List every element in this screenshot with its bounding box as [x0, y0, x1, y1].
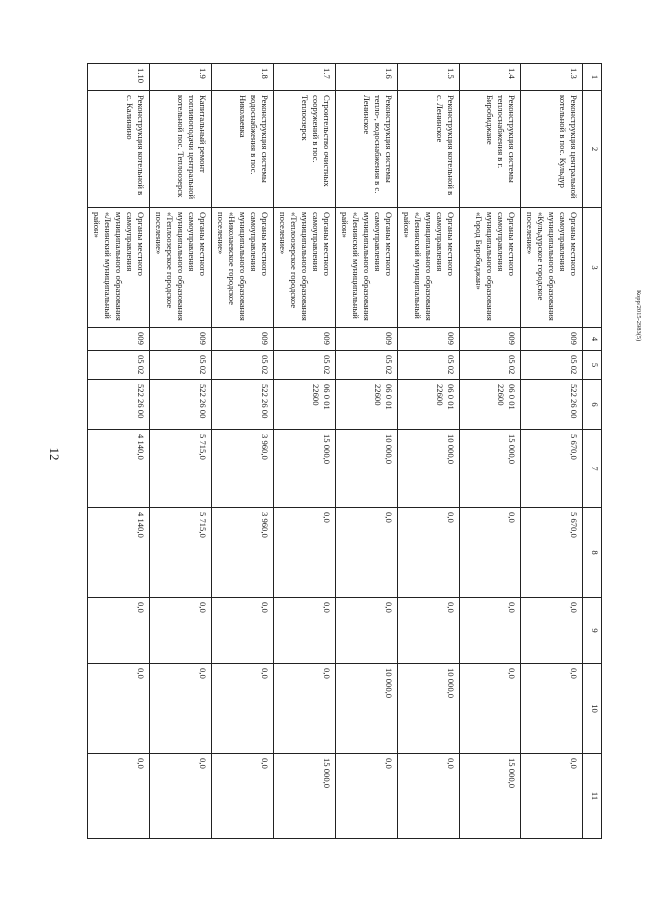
total-amount: 10 000,0: [336, 430, 398, 508]
page-number: 12: [47, 447, 62, 461]
amount-col-9: 0,0: [274, 598, 336, 664]
total-amount: 5 670,0: [521, 430, 583, 508]
measure-name: Реконструкция центральной котельной в пос. Кульдур: [521, 91, 583, 208]
row-number: 1.9: [150, 64, 212, 91]
amount-col-9: 0,0: [398, 598, 460, 664]
program-table-container: [77, 63, 602, 838]
section-code: 05 02: [88, 351, 150, 380]
amount-col-10: 0,0: [521, 664, 583, 754]
responsible-body: Органы местного самоуправления муниципального образования «Кульдурское городское поселение»: [521, 208, 583, 328]
amount-col-10: 0,0: [274, 664, 336, 754]
amount-col-9: 0,0: [460, 598, 521, 664]
responsible-body: Органы местного самоуправления муниципального образования «Ленинский муниципальный район»: [336, 208, 398, 328]
target-article: 522 26 00: [212, 380, 274, 430]
col-header-5: 5: [583, 351, 602, 380]
table-row: [398, 64, 460, 839]
section-code: 05 02: [398, 351, 460, 380]
amount-col-8: 0,0: [274, 508, 336, 598]
ministry-code: 009: [88, 328, 150, 351]
section-code: 05 02: [150, 351, 212, 380]
amount-col-11: 0,0: [88, 754, 150, 839]
col-header-9: 9: [583, 598, 602, 664]
ministry-code: 009: [212, 328, 274, 351]
amount-col-11: 0,0: [336, 754, 398, 839]
target-article: 06 0 01 22600: [398, 380, 460, 430]
total-amount: 10 000,0: [398, 430, 460, 508]
amount-col-9: 0,0: [88, 598, 150, 664]
amount-col-11: 15 000,0: [460, 754, 521, 839]
col-header-6: 6: [583, 380, 602, 430]
amount-col-9: 0,0: [336, 598, 398, 664]
responsible-body: Органы местного самоуправления муниципального образования «Ленинский муниципальный район»: [88, 208, 150, 328]
measure-name: Реконструкция котельной в с. Ленинское: [398, 91, 460, 208]
total-amount: 4 140,0: [88, 430, 150, 508]
program-table: [87, 63, 602, 839]
target-article: 06 0 01 22600: [274, 380, 336, 430]
col-header-8: 8: [583, 508, 602, 598]
amount-col-9: 0,0: [521, 598, 583, 664]
measure-name: Строительство очистных сооружений в пос. Теплоозерск: [274, 91, 336, 208]
ministry-code: 009: [398, 328, 460, 351]
col-header-1: 1: [583, 64, 602, 91]
table-row: [274, 64, 336, 839]
row-number: 1.10: [88, 64, 150, 91]
amount-col-10: 0,0: [88, 664, 150, 754]
amount-col-10: 0,0: [212, 664, 274, 754]
row-number: 1.4: [460, 64, 521, 91]
table-row: [460, 64, 521, 839]
col-header-10: 10: [583, 664, 602, 754]
document-code: Корр/2015-2983(5): [635, 290, 642, 342]
table-row: [150, 64, 212, 839]
ministry-code: 009: [274, 328, 336, 351]
amount-col-11: 0,0: [212, 754, 274, 839]
measure-name: Реконструкция системы теплоснабжения в г. Биробиджане: [460, 91, 521, 208]
amount-col-8: 0,0: [398, 508, 460, 598]
section-code: 05 02: [336, 351, 398, 380]
target-article: 06 0 01 22600: [460, 380, 521, 430]
amount-col-11: 0,0: [150, 754, 212, 839]
responsible-body: Органы местного самоуправления муниципального образования «Город Биробиджан»: [460, 208, 521, 328]
target-article: 522 26 00: [150, 380, 212, 430]
total-amount: 15 000,0: [274, 430, 336, 508]
amount-col-10: 0,0: [150, 664, 212, 754]
col-header-7: 7: [583, 430, 602, 508]
ministry-code: 009: [460, 328, 521, 351]
amount-col-8: 4 140,0: [88, 508, 150, 598]
ministry-code: 009: [150, 328, 212, 351]
col-header-2: 2: [583, 91, 602, 208]
amount-col-8: 5 670,0: [521, 508, 583, 598]
amount-col-9: 0,0: [212, 598, 274, 664]
section-code: 05 02: [460, 351, 521, 380]
amount-col-11: 0,0: [521, 754, 583, 839]
table-row: [212, 64, 274, 839]
amount-col-9: 0,0: [150, 598, 212, 664]
total-amount: 3 960,0: [212, 430, 274, 508]
col-header-3: 3: [583, 208, 602, 328]
responsible-body: Органы местного самоуправления муниципального образования «Николаевское городское поселение»: [212, 208, 274, 328]
amount-col-11: 15 000,0: [274, 754, 336, 839]
section-code: 05 02: [521, 351, 583, 380]
ministry-code: 009: [336, 328, 398, 351]
col-header-11: 11: [583, 754, 602, 839]
table-row: [521, 64, 583, 839]
row-number: 1.6: [336, 64, 398, 91]
section-code: 05 02: [212, 351, 274, 380]
row-number: 1.8: [212, 64, 274, 91]
total-amount: 5 715,0: [150, 430, 212, 508]
target-article: 06 0 01 22600: [336, 380, 398, 430]
amount-col-8: 5 715,0: [150, 508, 212, 598]
responsible-body: Органы местного самоуправления муниципального образования «Ленинский муниципальный район»: [398, 208, 460, 328]
col-header-4: 4: [583, 328, 602, 351]
column-number-row: [583, 64, 602, 839]
table-row: [88, 64, 150, 839]
row-number: 1.7: [274, 64, 336, 91]
responsible-body: Органы местного самоуправления муниципального образования «Теплоозерское городское поселение»: [150, 208, 212, 328]
section-code: 05 02: [274, 351, 336, 380]
measure-name: Реконструкция системы тепло-, водоснабжения в с. Ленинское: [336, 91, 398, 208]
responsible-body: Органы местного самоуправления муниципального образования «Теплоозерское городское поселение»: [274, 208, 336, 328]
amount-col-11: 0,0: [398, 754, 460, 839]
measure-name: Реконструкция системы водоснабжения в пос. Николаевка: [212, 91, 274, 208]
ministry-code: 009: [521, 328, 583, 351]
amount-col-8: 3 960,0: [212, 508, 274, 598]
amount-col-10: 10 000,0: [336, 664, 398, 754]
measure-name: Реконструкция котельной в с. Калинино: [88, 91, 150, 208]
row-number: 1.3: [521, 64, 583, 91]
table-row: [336, 64, 398, 839]
measure-name: Капитальный ремонт топливоподачи центральной котельной пос. Теплоозерск: [150, 91, 212, 208]
amount-col-10: 0,0: [460, 664, 521, 754]
target-article: 522 26 00: [521, 380, 583, 430]
row-number: 1.5: [398, 64, 460, 91]
amount-col-10: 10 000,0: [398, 664, 460, 754]
total-amount: 15 000,0: [460, 430, 521, 508]
target-article: 522 26 00: [88, 380, 150, 430]
amount-col-8: 0,0: [460, 508, 521, 598]
amount-col-8: 0,0: [336, 508, 398, 598]
